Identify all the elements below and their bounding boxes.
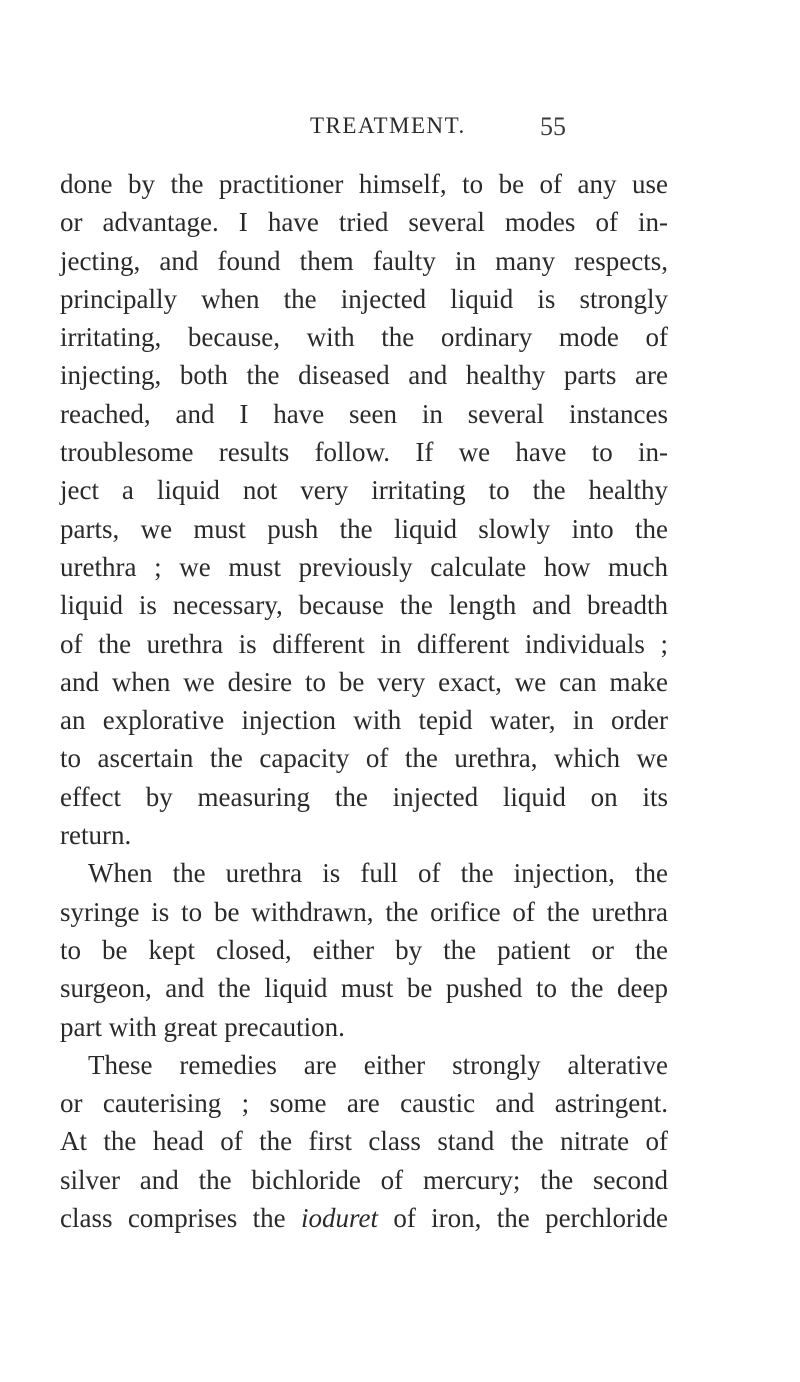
text-line: liquid is necessary, because the length and breadth xyxy=(60,590,668,621)
text-line: of the urethra is different in different individuals ; xyxy=(60,628,668,659)
text-line: reached, and I have seen in several instances xyxy=(60,398,668,429)
text-line: troublesome results follow. If we have to in- xyxy=(60,437,668,468)
text-line: an explorative injection with tepid water, in order xyxy=(60,705,668,736)
text-fragment: of iron, the perchloride xyxy=(377,1203,669,1234)
text-line: jecting, and found them faulty in many respects, xyxy=(60,245,668,276)
text-line: to be kept closed, either by the patient or the xyxy=(60,934,668,965)
text-line: part with great precaution. xyxy=(60,1011,345,1042)
text-line: return. xyxy=(60,820,132,851)
page-header xyxy=(310,113,570,153)
running-head: TREATMENT. xyxy=(310,113,466,138)
text-line: or cauterising ; some are caustic and astringent. xyxy=(60,1088,668,1119)
text-line: to ascertain the capacity of the urethra, which we xyxy=(60,743,668,774)
text-line: effect by measuring the injected liquid on its xyxy=(60,781,668,812)
text-line: When the urethra is full of the injection, the xyxy=(88,858,668,889)
text-line: parts, we must push the liquid slowly into the xyxy=(60,513,668,544)
text-line: and when we desire to be very exact, we can make xyxy=(60,666,668,697)
text-line: principally when the injected liquid is strongly xyxy=(60,283,668,314)
italic-term: ioduret xyxy=(300,1203,378,1234)
text-line: At the head of the first class stand the nitrate of xyxy=(60,1126,668,1157)
text-line: injecting, both the diseased and healthy parts are xyxy=(60,360,668,391)
text-line: urethra ; we must previously calculate how much xyxy=(60,551,668,582)
text-fragment: class comprises the xyxy=(60,1203,301,1234)
text-line: or advantage. I have tried several modes of in- xyxy=(60,207,668,238)
body-text xyxy=(60,165,668,1237)
text-line: done by the practitioner himself, to be of any use xyxy=(60,169,668,199)
text-line: irritating, because, with the ordinary mode of xyxy=(60,322,668,353)
text-line: ject a liquid not very irritating to the healthy xyxy=(60,475,668,506)
text-line: surgeon, and the liquid must be pushed to the deep xyxy=(60,973,668,1004)
text-line: silver and the bichloride of mercury; the second xyxy=(60,1164,668,1195)
text-line-last xyxy=(60,1199,668,1237)
text-line: syringe is to be withdrawn, the orifice of the urethra xyxy=(60,896,668,927)
page-number: 55 xyxy=(540,112,566,141)
text-line: These remedies are either strongly alterative xyxy=(88,1049,668,1080)
